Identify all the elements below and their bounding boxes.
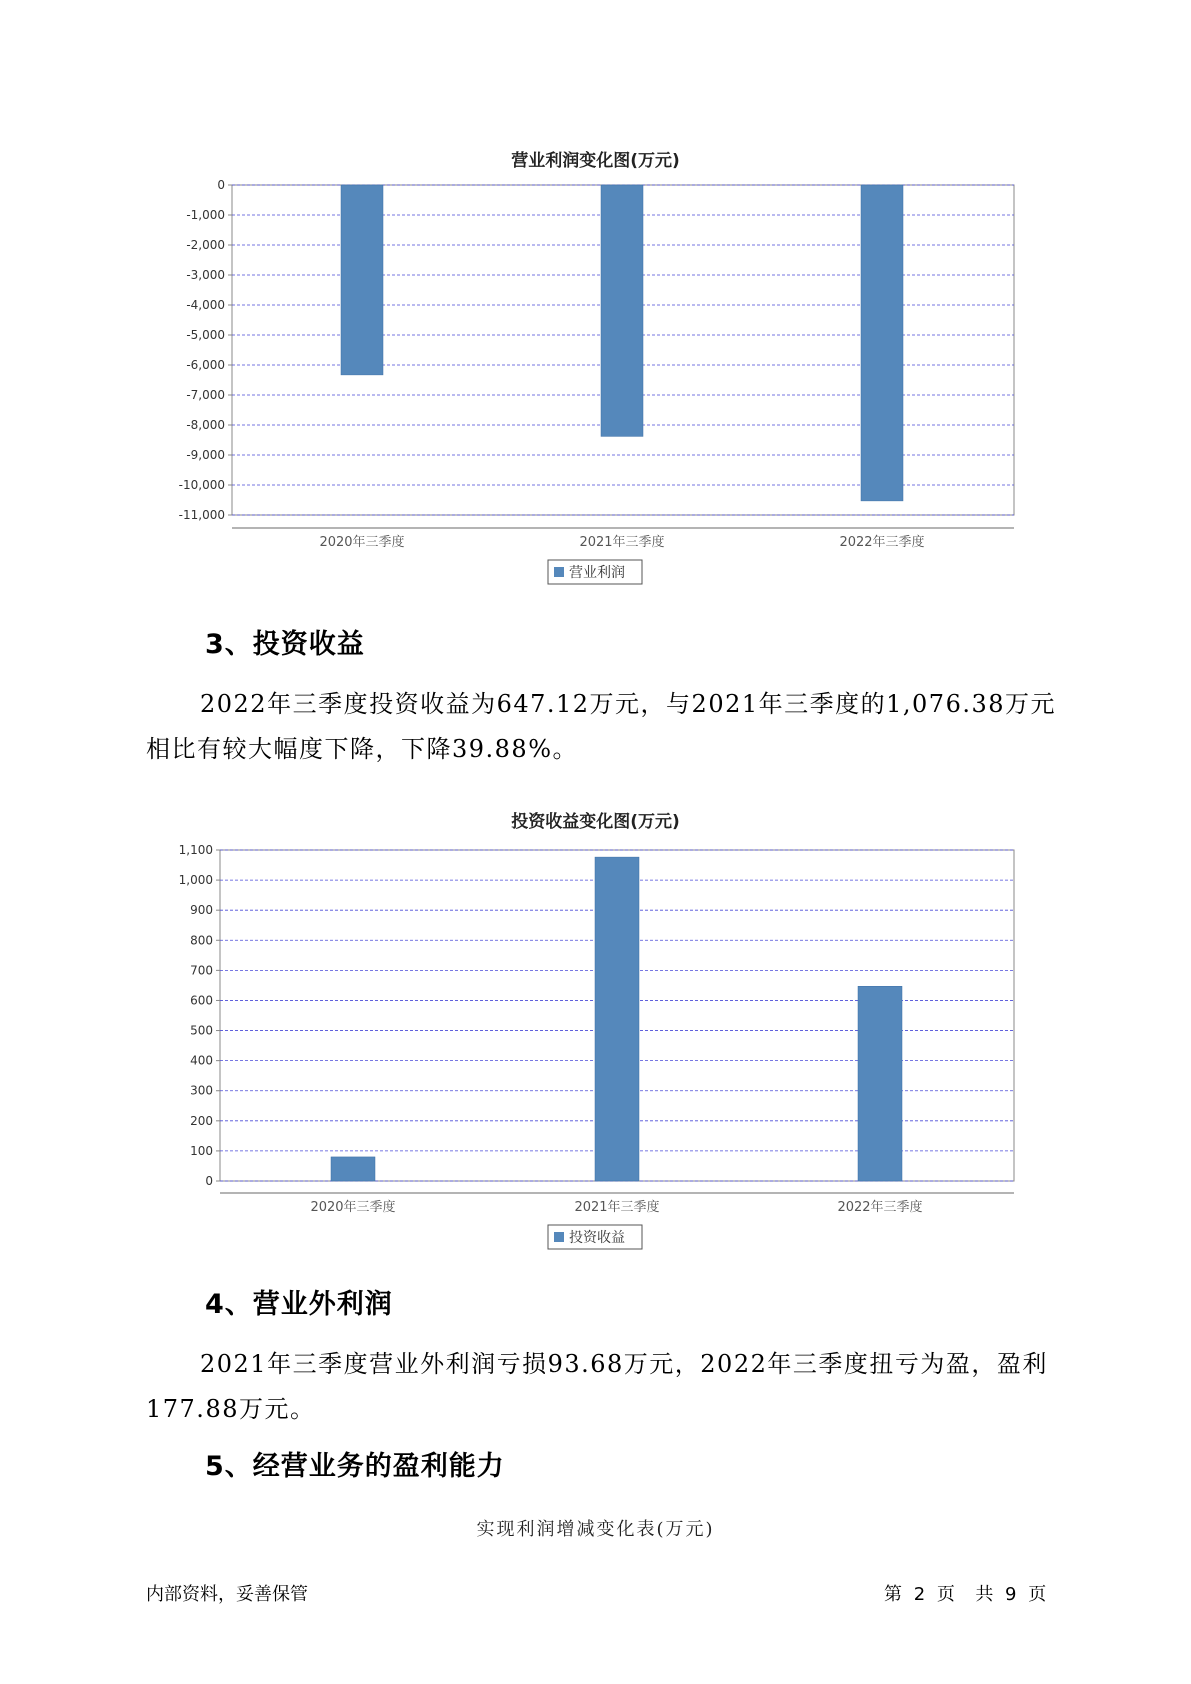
- section-heading-non-operating-profit: 4、营业外利润: [205, 1289, 393, 1320]
- x-tick-label: 2021年三季度: [579, 535, 665, 550]
- x-tick-label: 2020年三季度: [310, 1200, 396, 1215]
- y-tick-label: 1,100: [178, 843, 213, 857]
- y-tick-label: -2,000: [186, 238, 225, 252]
- y-tick-label: -11,000: [178, 508, 225, 522]
- y-tick-label: -1,000: [186, 208, 225, 222]
- y-tick-label: 400: [190, 1053, 213, 1068]
- y-tick-label: 700: [190, 963, 213, 978]
- y-tick-label: -7,000: [186, 388, 225, 402]
- chart-title-investment-income: 投资收益变化图(万元): [511, 812, 680, 832]
- y-tick-label: -5,000: [186, 328, 225, 342]
- y-tick-label: -4,000: [186, 298, 225, 312]
- legend-swatch: [554, 1232, 564, 1242]
- bar: [858, 986, 902, 1181]
- y-tick-label: -8,000: [186, 418, 225, 432]
- y-tick-label: -10,000: [178, 478, 225, 492]
- legend: [548, 1225, 642, 1249]
- section-heading-investment-income: 3、投资收益: [205, 629, 365, 660]
- y-tick-label: 100: [190, 1143, 213, 1158]
- x-tick-label: 2022年三季度: [839, 535, 925, 550]
- footer-page-number: 第 2 页 共 9 页: [884, 1584, 1050, 1605]
- footer-confidential-note: 内部资料，妥善保管: [146, 1584, 308, 1605]
- y-tick-label: -3,000: [186, 268, 225, 282]
- y-tick-label: 0: [205, 1174, 213, 1188]
- bar: [331, 1157, 375, 1181]
- y-tick-label: 300: [190, 1083, 213, 1098]
- chart-title-operating-profit: 营业利润变化图(万元): [511, 151, 680, 171]
- y-tick-label: 900: [190, 903, 213, 918]
- x-tick-label: 2021年三季度: [574, 1200, 660, 1215]
- legend-label: 营业利润: [569, 565, 625, 581]
- paragraph-non-operating-profit: 2021年三季度营业外利润亏损93.68万元，2022年三季度扭亏为盈，盈利177.88万元。: [146, 1350, 1048, 1423]
- x-tick-label: 2020年三季度: [319, 535, 405, 550]
- section-heading-profitability: 5、经营业务的盈利能力: [205, 1451, 505, 1482]
- y-tick-label: -9,000: [186, 448, 225, 462]
- y-tick-label: 600: [190, 993, 213, 1008]
- paragraph-investment-income: 2022年三季度投资收益为647.12万元，与2021年三季度的1,076.38万元相比有较大幅度下降，下降39.88%。: [146, 690, 1057, 763]
- y-tick-label: 500: [190, 1023, 213, 1038]
- bar: [595, 857, 639, 1181]
- x-tick-label: 2022年三季度: [837, 1200, 923, 1215]
- y-tick-label: 1,000: [178, 873, 213, 888]
- table-title-profit-change: 实现利润增减变化表(万元): [476, 1519, 715, 1540]
- y-tick-label: 200: [190, 1113, 213, 1128]
- y-tick-label: 0: [217, 178, 225, 192]
- y-tick-label: 800: [190, 933, 213, 948]
- legend-label: 投资收益: [569, 1230, 625, 1246]
- y-tick-label: -6,000: [186, 358, 225, 372]
